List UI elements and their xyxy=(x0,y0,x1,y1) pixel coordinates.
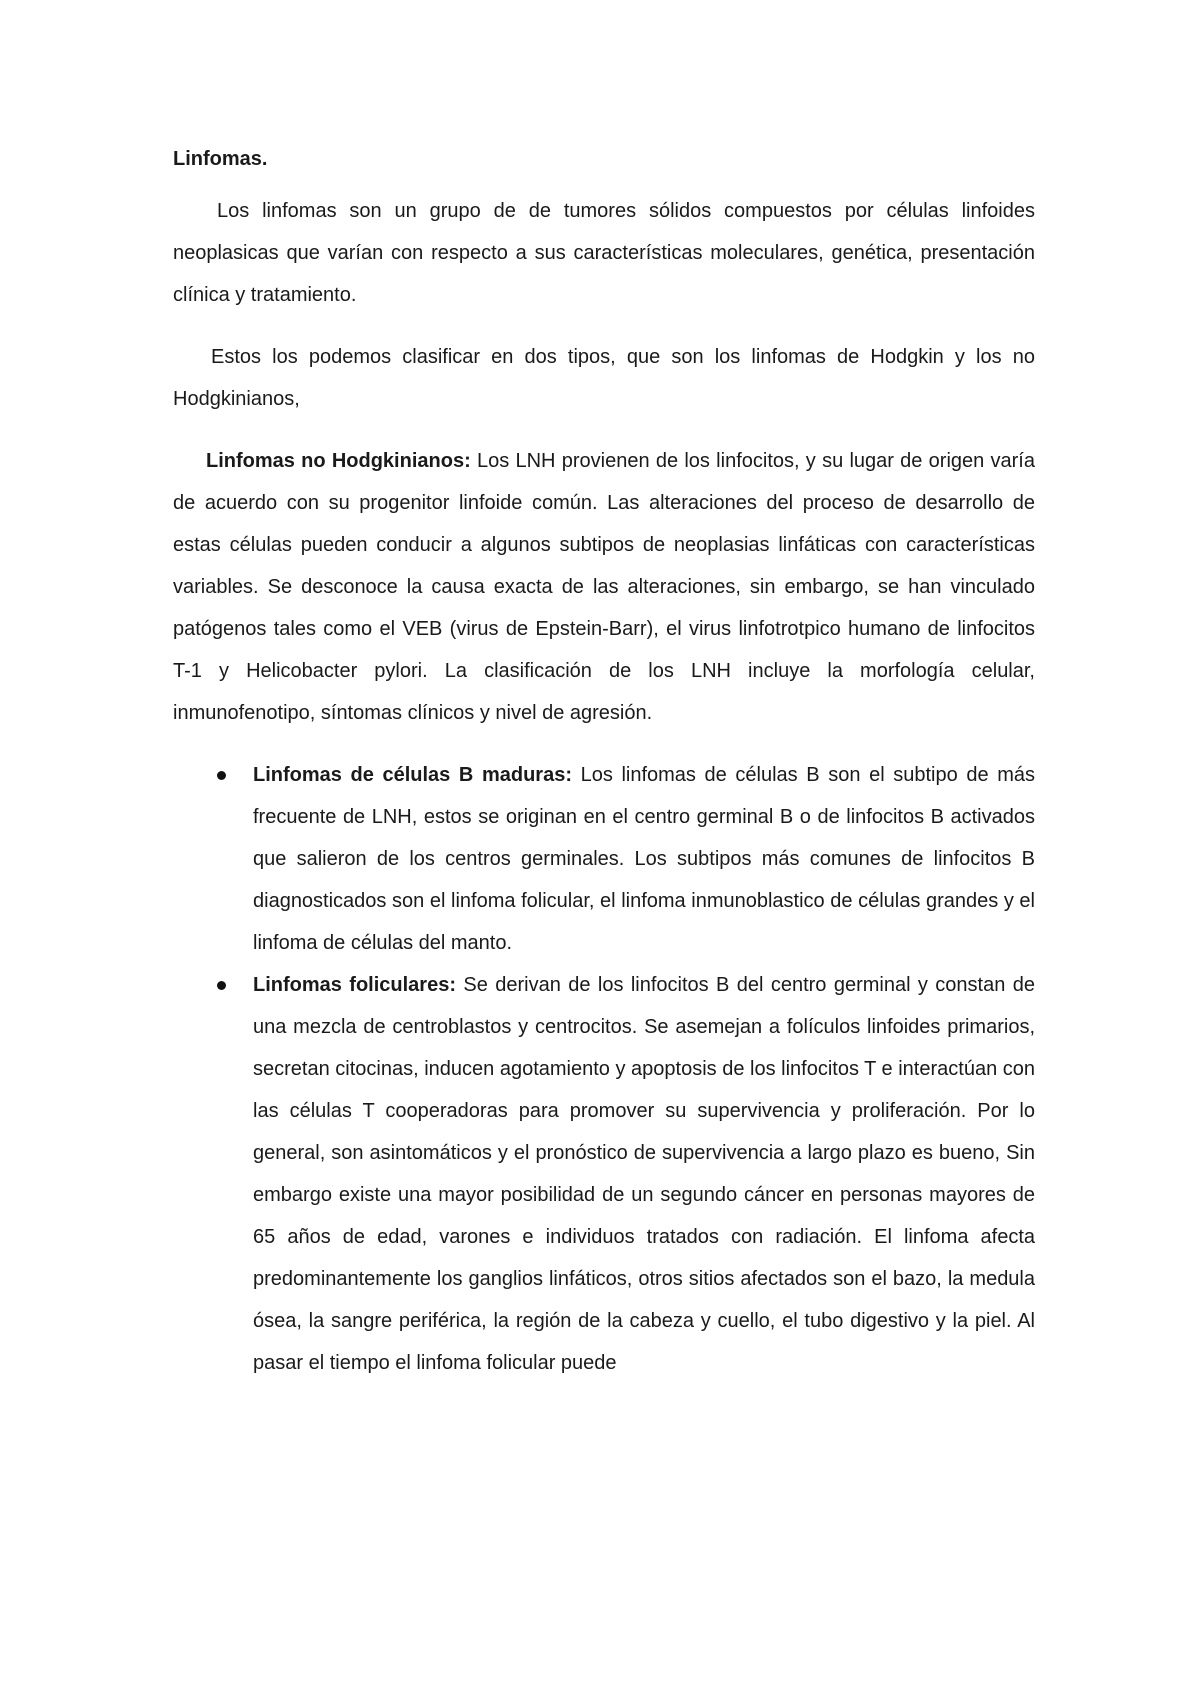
nhl-paragraph xyxy=(173,440,1035,734)
list-item-text: Se derivan de los linfocitos B del centro germinal y constan de una mezcla de centroblastos y centrocitos. Se asemejan a folículos linfoides primarios, secretan citocinas, inducen agotamiento y apoptosis de los linfocitos T e interactúan con las células T cooperadoras para promover su supervivencia y proliferación. Por lo general, son asintomáticos y el pronóstico de supervivencia a largo plazo es bueno, Sin embargo existe una mayor posibilidad de un segundo cáncer en personas mayores de 65 años de edad, varones e individuos tratados con radiación. El linfoma afecta predominantemente los ganglios linfáticos, otros sitios afectados son el bazo, la medula ósea, la sangre periférica, la región de la cabeza y cuello, el tubo digestivo y la piel. Al pasar el tiempo el linfoma folicular puede xyxy=(253,974,1035,1374)
list-item-heading: Linfomas de células B maduras: xyxy=(253,764,572,786)
classification-paragraph: Estos los podemos clasificar en dos tipos, que son los linfomas de Hodgkin y los no Hodgkinianos, xyxy=(173,346,1035,410)
list-item-follicular xyxy=(173,964,1035,1384)
list-item-heading: Linfomas foliculares: xyxy=(253,974,456,996)
document-page xyxy=(173,138,1035,1384)
list-item-text: Los linfomas de células B son el subtipo de más frecuente de LNH, estos se originan en el centro germinal B o de linfocitos B activados que salieron de los centros germinales. Los subtipos más comunes de linfocitos B diagnosticados son el linfoma folicular, el linfoma inmunoblastico de células grandes y el linfoma de células del manto. xyxy=(253,764,1035,954)
nhl-heading: Linfomas no Hodgkinianos: xyxy=(206,450,471,472)
list-item-b-cell xyxy=(173,754,1035,964)
bullet-icon xyxy=(217,981,226,990)
nhl-text: Los LNH provienen de los linfocitos, y su lugar de origen varía de acuerdo con su progenitor linfoide común. Las alteraciones del proceso de desarrollo de estas células pueden conducir a algunos subtipos de neoplasias linfáticas con características variables. Se desconoce la causa exacta de las alteraciones, sin embargo, se han vinculado patógenos tales como el VEB (virus de Epstein-Barr), el virus linfotrotpico humano de linfocitos T-1 y Helicobacter pylori. La clasificación de los LNH incluye la morfología celular, inmunofenotipo, síntomas clínicos y nivel de agresión. xyxy=(173,450,1035,724)
intro-paragraph: Los linfomas son un grupo de de tumores sólidos compuestos por células linfoides neoplasicas que varían con respecto a sus características moleculares, genética, presentación clínica y tratamiento. xyxy=(173,200,1035,306)
bullet-icon xyxy=(217,771,226,780)
document-title: Linfomas. xyxy=(173,148,268,170)
lymphoma-types-list xyxy=(173,754,1035,1384)
